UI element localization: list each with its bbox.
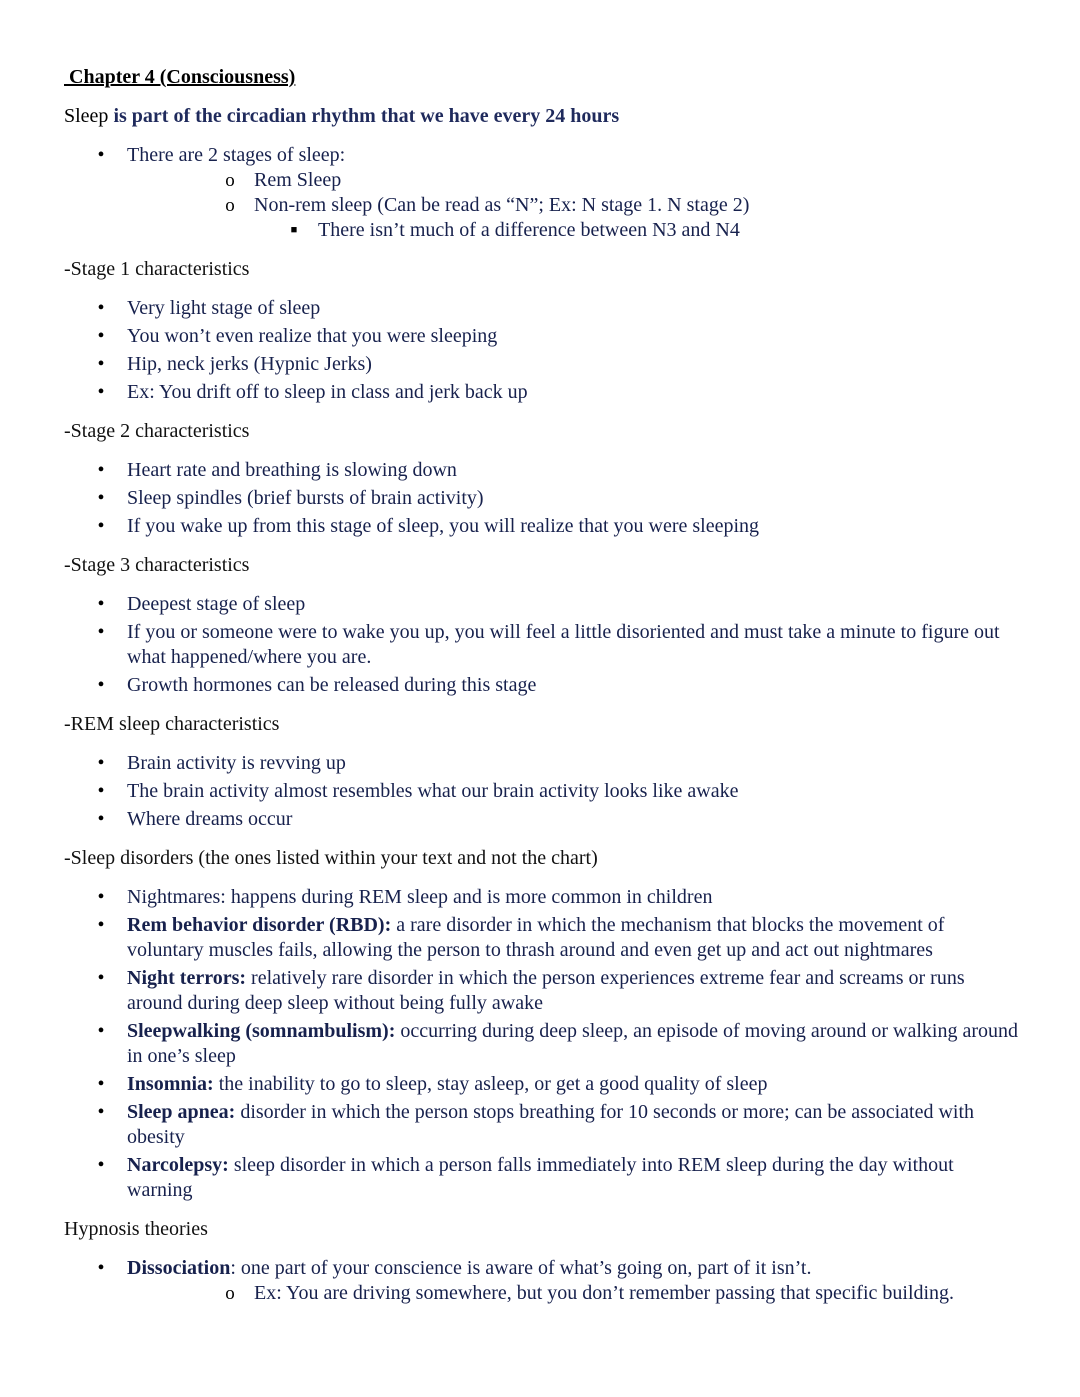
list-item-text: Very light stage of sleep	[127, 297, 321, 319]
list-item-text: You won’t even realize that you were sleeping	[127, 325, 498, 347]
circle-bullet-icon: o	[225, 1283, 235, 1304]
list-item	[64, 592, 1024, 617]
section-heading-stage-3: -Stage 3 characteristics	[64, 554, 250, 576]
disorder-term: Sleepwalking (somnambulism):	[127, 1020, 396, 1042]
list-item-text: Where dreams occur	[127, 808, 293, 830]
list-item	[64, 620, 1024, 670]
hypnosis-description: : one part of your conscience is aware of what’s going on, part of it isn’t.	[230, 1257, 812, 1279]
list-item	[64, 913, 1024, 963]
bullet-icon: •	[97, 914, 105, 936]
section-heading-hypnosis: Hypnosis theories	[64, 1218, 208, 1240]
intro-statement	[64, 103, 1024, 129]
disorder-description: the inability to go to sleep, stay asleep, or get a good quality of sleep	[213, 1073, 768, 1095]
list-item	[64, 296, 1024, 321]
list-item-text: If you or someone were to wake you up, you will feel a little disoriented and must take a minute to figure out what happened/where you are.	[127, 621, 1000, 668]
list-item	[64, 1256, 1024, 1306]
section-heading-rem: -REM sleep characteristics	[64, 713, 280, 735]
sub-list-item-text: Rem Sleep	[254, 169, 342, 191]
subsub-list-item-text: There isn’t much of a difference between N3 and N4	[318, 219, 740, 241]
list-item-text: There are 2 stages of sleep:	[127, 144, 346, 166]
stages-subsublist	[127, 218, 1024, 243]
list-item	[64, 458, 1024, 483]
list-item-text: Heart rate and breathing is slowing down	[127, 459, 457, 481]
disorder-term: Insomnia:	[127, 1073, 214, 1095]
sleep-disorders-list	[64, 885, 1024, 1203]
section-heading-sleep-disorders: -Sleep disorders (the ones listed within your text and not the chart)	[64, 847, 598, 869]
list-item-text: Hip, neck jerks (Hypnic Jerks)	[127, 353, 372, 375]
bullet-icon: •	[97, 621, 105, 643]
list-item-text: Deepest stage of sleep	[127, 593, 306, 615]
disorder-description: a rare disorder in which the mechanism that blocks the movement of voluntary muscles fails, allowing the person to thrash around and even get up and act out nightmares	[127, 914, 945, 961]
sub-list-item-text: Non-rem sleep (Can be read as “N”; Ex: N stage 1. N stage 2)	[254, 194, 750, 216]
list-item	[64, 380, 1024, 405]
bullet-icon: •	[97, 674, 105, 696]
intro-rest: is part of the circadian rhythm that we have every 24 hours	[108, 105, 620, 127]
list-item	[64, 1019, 1024, 1069]
disorder-description: Nightmares: happens during REM sleep and is more common in children	[127, 886, 713, 908]
bullet-icon: •	[97, 1020, 105, 1042]
list-item	[64, 324, 1024, 349]
list-item	[64, 779, 1024, 804]
list-item	[64, 352, 1024, 377]
bullet-icon: •	[97, 297, 105, 319]
bullet-icon: •	[97, 381, 105, 403]
stages-overview-list	[64, 143, 1024, 243]
stages-sublist	[127, 168, 1024, 243]
disorder-term: Rem behavior disorder (RBD):	[127, 914, 392, 936]
disorder-description: occurring during deep sleep, an episode of moving around or walking around in one’s sleep	[127, 1020, 1018, 1067]
list-item	[64, 1153, 1024, 1203]
list-item-text: Brain activity is revving up	[127, 752, 346, 774]
sub-list-item	[127, 168, 1024, 193]
bullet-icon: •	[97, 967, 105, 989]
bullet-icon: •	[97, 353, 105, 375]
disorder-description: sleep disorder in which a person falls immediately into REM sleep during the day without warning	[127, 1154, 954, 1201]
list-item-text: Ex: You drift off to sleep in class and jerk back up	[127, 381, 528, 403]
list-item	[64, 807, 1024, 832]
sub-list-item	[127, 193, 1024, 243]
list-item-text: Sleep spindles (brief bursts of brain activity)	[127, 487, 484, 509]
document-page	[64, 60, 1024, 1319]
hypnosis-sublist	[127, 1281, 1024, 1306]
bullet-icon: •	[97, 1101, 105, 1123]
intro-lead: Sleep	[64, 105, 109, 127]
list-item	[64, 966, 1024, 1016]
disorder-term: Narcolepsy:	[127, 1154, 229, 1176]
bullet-icon: •	[97, 808, 105, 830]
list-item	[64, 885, 1024, 910]
disorder-description: disorder in which the person stops breathing for 10 seconds or more; can be associated with obesity	[127, 1101, 975, 1148]
bullet-icon: •	[97, 780, 105, 802]
stage-3-list	[64, 592, 1024, 698]
subsub-list-item	[127, 218, 1024, 243]
bullet-icon: •	[97, 487, 105, 509]
chapter-title: Chapter 4 (Consciousness)	[64, 66, 296, 88]
bullet-icon: •	[97, 325, 105, 347]
bullet-icon: •	[97, 1073, 105, 1095]
list-item	[64, 1100, 1024, 1150]
list-item	[64, 1072, 1024, 1097]
section-heading-stage-2: -Stage 2 characteristics	[64, 420, 250, 442]
stage-1-list	[64, 296, 1024, 405]
bullet-icon: •	[97, 593, 105, 615]
disorder-term: Night terrors:	[127, 967, 247, 989]
list-item	[64, 486, 1024, 511]
list-item	[64, 143, 1024, 243]
square-bullet-icon: ■	[290, 224, 298, 236]
sub-list-item	[127, 1281, 1024, 1306]
hypnosis-list	[64, 1256, 1024, 1306]
bullet-icon: •	[97, 1154, 105, 1176]
disorder-term: Sleep apnea:	[127, 1101, 236, 1123]
sub-list-item-text: Ex: You are driving somewhere, but you don’t remember passing that specific building.	[254, 1282, 955, 1304]
rem-list	[64, 751, 1024, 832]
bullet-icon: •	[97, 886, 105, 908]
bullet-icon: •	[97, 515, 105, 537]
list-item	[64, 673, 1024, 698]
circle-bullet-icon: o	[225, 195, 235, 216]
list-item-text: If you wake up from this stage of sleep, you will realize that you were sleeping	[127, 515, 760, 537]
list-item	[64, 751, 1024, 776]
circle-bullet-icon: o	[225, 170, 235, 191]
list-item-text: The brain activity almost resembles what our brain activity looks like awake	[127, 780, 739, 802]
bullet-icon: •	[97, 752, 105, 774]
bullet-icon: •	[97, 1257, 105, 1279]
list-item	[64, 514, 1024, 539]
bullet-icon: •	[97, 144, 105, 166]
bullet-icon: •	[97, 459, 105, 481]
stage-2-list	[64, 458, 1024, 539]
hypnosis-term: Dissociation	[127, 1257, 231, 1279]
list-item-text: Growth hormones can be released during this stage	[127, 674, 537, 696]
disorder-description: relatively rare disorder in which the person experiences extreme fear and screams or runs around during deep sleep without being fully awake	[127, 967, 965, 1014]
section-heading-stage-1: -Stage 1 characteristics	[64, 258, 250, 280]
